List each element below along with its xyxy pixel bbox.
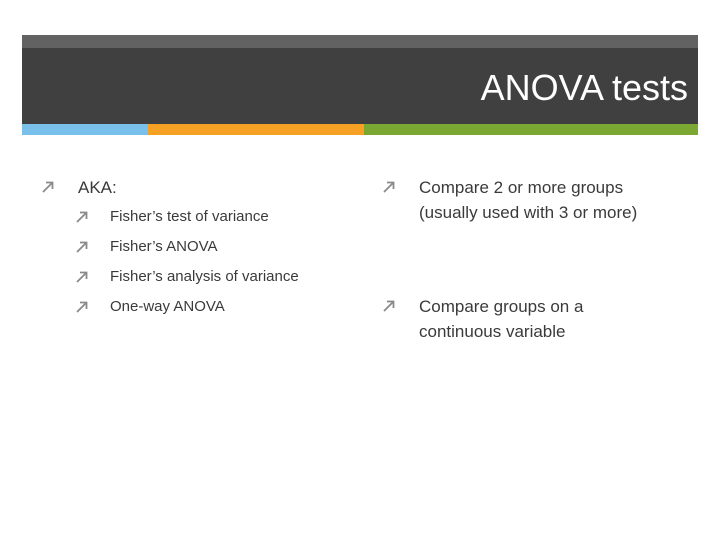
accent-stripe-blue xyxy=(22,124,148,135)
sub-bullet-one-way-anova xyxy=(76,292,356,322)
sub-bullet-text: Fisher’s test of variance xyxy=(110,208,269,225)
bullet-aka xyxy=(42,175,342,200)
arrow-up-right-icon xyxy=(383,300,395,312)
bullet-continuous-variable xyxy=(383,294,643,344)
arrow-up-right-icon xyxy=(76,301,88,313)
title-bar xyxy=(22,35,698,124)
bullet-compare-groups-text: Compare 2 or more groups (usually used with 3 or more) xyxy=(419,178,638,222)
sub-bullet-fishers-test xyxy=(76,202,356,232)
sub-bullet-fishers-analysis xyxy=(76,262,356,292)
slide-title: ANOVA tests xyxy=(480,67,688,108)
arrow-up-right-icon xyxy=(42,181,54,193)
sub-bullet-text: Fisher’s analysis of variance xyxy=(110,268,299,285)
arrow-up-right-icon xyxy=(76,241,88,253)
bullet-continuous-variable-text: Compare groups on a continuous variable xyxy=(419,297,584,341)
accent-stripe-orange xyxy=(148,124,364,135)
title-bar-top-strip xyxy=(22,35,698,48)
bullet-compare-groups xyxy=(383,175,683,225)
sub-bullet-text: Fisher’s ANOVA xyxy=(110,238,218,255)
arrow-up-right-icon xyxy=(383,181,395,193)
accent-stripe-green xyxy=(364,124,698,135)
sub-bullet-text: One-way ANOVA xyxy=(110,298,225,315)
arrow-up-right-icon xyxy=(76,271,88,283)
sub-bullet-fishers-anova xyxy=(76,232,356,262)
arrow-up-right-icon xyxy=(76,211,88,223)
bullet-aka-text: AKA: xyxy=(78,178,117,197)
